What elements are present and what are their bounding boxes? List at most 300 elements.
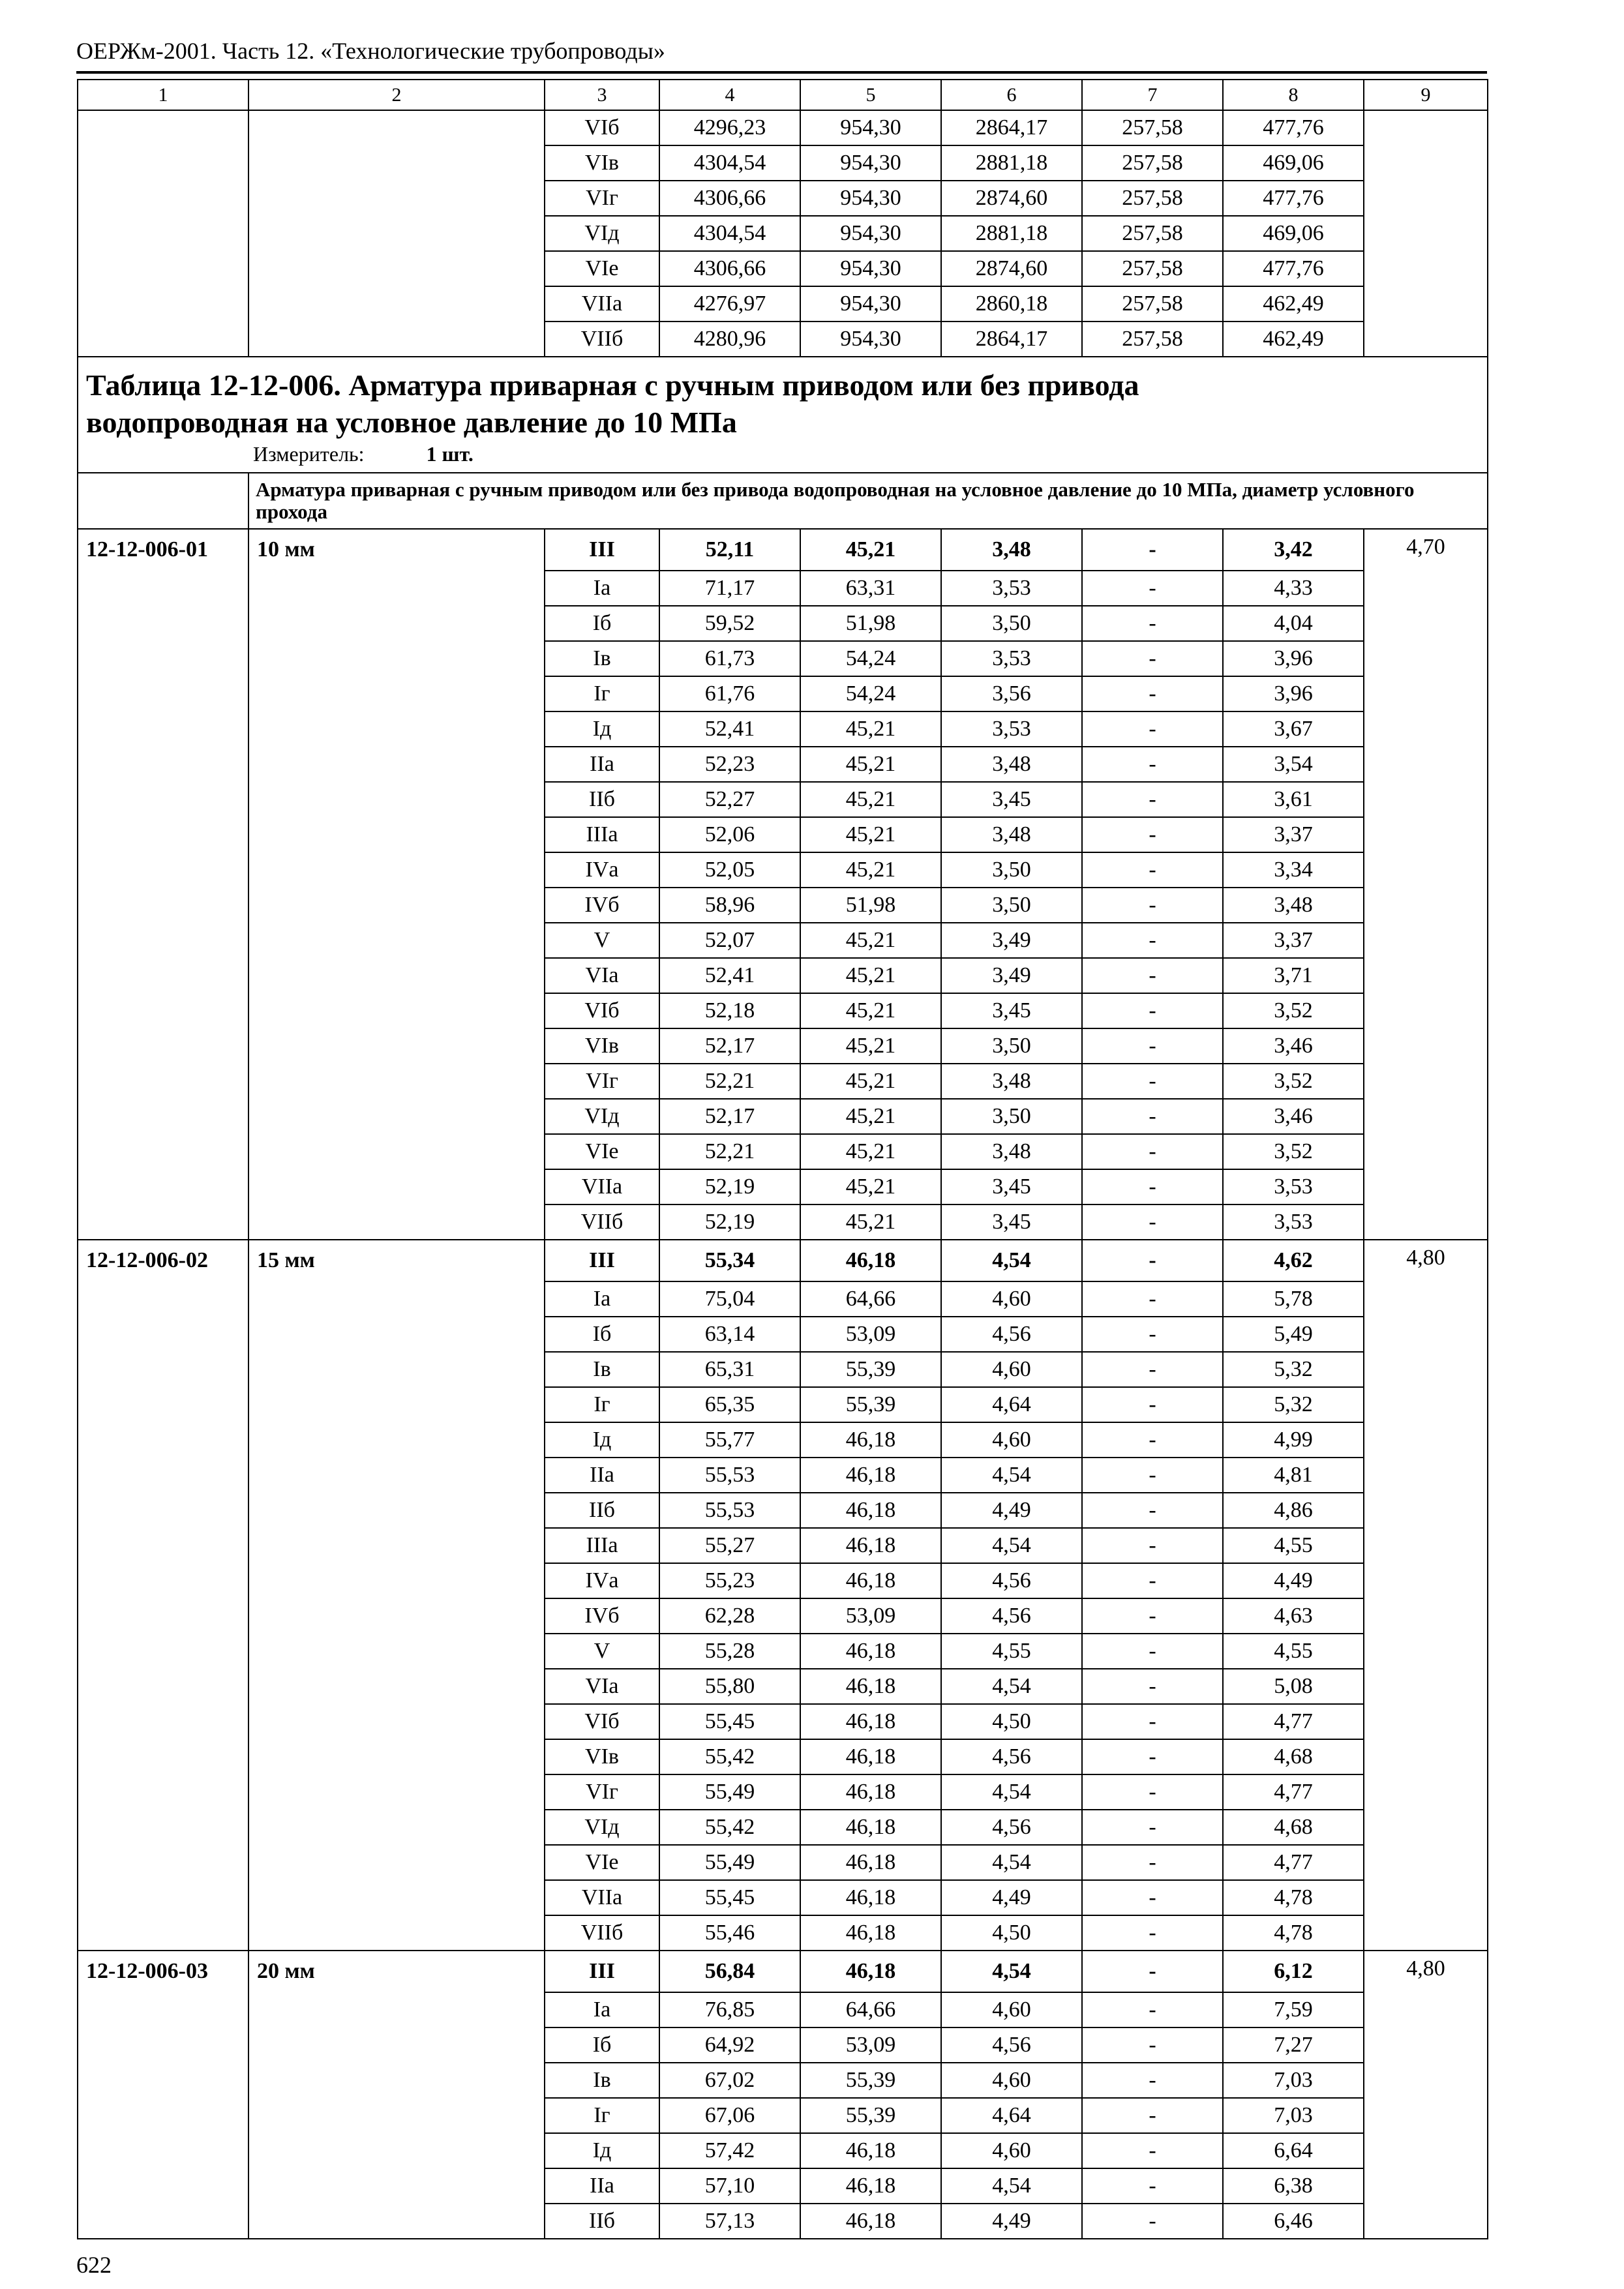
table-cell: IIIа [545,1528,659,1563]
col9-value [1364,782,1488,817]
table-cell: 52,06 [659,817,800,852]
table-cell: 3,48 [941,747,1082,782]
table-row [78,1739,1488,1774]
table-cell: 257,58 [1082,216,1223,251]
diameter-name [248,1528,545,1563]
col9-value [1364,1317,1488,1352]
table-row [78,2204,1488,2239]
table-cell: - [1082,2204,1223,2239]
table-cell: 257,58 [1082,322,1223,357]
table-cell: 45,21 [800,1134,941,1169]
table-cell: 3,45 [941,993,1082,1028]
table-cell: 4,60 [941,1281,1082,1317]
table-cell: 45,21 [800,923,941,958]
table-cell: 55,42 [659,1810,800,1845]
table-cell: 954,30 [800,145,941,181]
table-cell: - [1082,1598,1223,1634]
table-cell: 4,54 [941,1528,1082,1563]
table-cell: - [1082,1634,1223,1669]
table-cell: 46,18 [800,1880,941,1915]
table-cell: - [1082,1387,1223,1422]
table-cell: 51,98 [800,888,941,923]
table-cell: 4,63 [1223,1598,1364,1634]
table-cell: 3,45 [941,1169,1082,1204]
table-cell: 4,60 [941,1992,1082,2027]
table-cell: 46,18 [800,2133,941,2168]
unit-line [86,441,1487,467]
table-cell: 469,06 [1223,216,1364,251]
rate-code [78,1099,248,1134]
table-cell: 45,21 [800,1204,941,1240]
column-number: 5 [800,80,941,110]
table-cell: 3,48 [941,529,1082,571]
table-cell: 52,21 [659,1134,800,1169]
table-row [78,1281,1488,1317]
rate-code [78,1028,248,1064]
table-row [78,571,1488,606]
table-cell: 4,60 [941,2133,1082,2168]
table-cell: 4306,66 [659,181,800,216]
diameter-name [248,993,545,1028]
table-cell: VIг [545,1774,659,1810]
rate-code [78,676,248,711]
diameter-name [248,2098,545,2133]
table-cell: 46,18 [800,1951,941,1992]
table-cell: Iд [545,1422,659,1458]
diameter-name [248,1880,545,1915]
table-cell: 55,46 [659,1915,800,1951]
col9-value [1364,2063,1488,2098]
table-cell: VIб [545,1704,659,1739]
table-cell: 4,86 [1223,1493,1364,1528]
table-cell: - [1082,1774,1223,1810]
table-cell: VIд [545,216,659,251]
table-cell: 46,18 [800,1669,941,1704]
col9-value [1364,888,1488,923]
table-cell: 52,17 [659,1099,800,1134]
table-cell: 71,17 [659,571,800,606]
diameter-name [248,1281,545,1317]
table-cell: - [1082,817,1223,852]
table-cell: 7,27 [1223,2027,1364,2063]
rate-code [78,958,248,993]
rate-code [78,817,248,852]
diameter-name [248,958,545,993]
column-number: 6 [941,80,1082,110]
table-cell: 45,21 [800,817,941,852]
table-cell: 52,41 [659,711,800,747]
table-cell: 53,09 [800,2027,941,2063]
table-cell: - [1082,1880,1223,1915]
table-cell: 3,53 [1223,1204,1364,1240]
table-cell: VIе [545,1134,659,1169]
table-cell: 61,76 [659,676,800,711]
table-cell: 4,54 [941,1669,1082,1704]
table-cell: 46,18 [800,1458,941,1493]
rate-code [78,1352,248,1387]
table-cell: Iв [545,641,659,676]
continuation-name-cell [248,110,545,357]
rate-code [78,2133,248,2168]
col9-value [1364,817,1488,852]
col9-value [1364,1064,1488,1099]
table-cell: 4,56 [941,1739,1082,1774]
table-cell: 4,33 [1223,571,1364,606]
diameter-name [248,852,545,888]
col9-value [1364,2133,1488,2168]
table-cell: IIIа [545,817,659,852]
table-title-line: Таблица 12-12-006. Арматура приварная с ручным приводом или без привода [86,368,1139,402]
table-cell: 3,48 [941,817,1082,852]
table-cell: 52,11 [659,529,800,571]
table-cell: 4,50 [941,1704,1082,1739]
table-cell: - [1082,1028,1223,1064]
table-cell: 2881,18 [941,216,1082,251]
col9-value [1364,1134,1488,1169]
diameter-name [248,1458,545,1493]
table-cell: 2874,60 [941,251,1082,286]
subtitle-empty-cell [78,473,248,529]
rate-code [78,1563,248,1598]
table-cell: 55,49 [659,1774,800,1810]
table-cell: 2864,17 [941,110,1082,145]
column-number: 1 [78,80,248,110]
table-cell: 45,21 [800,1064,941,1099]
table-cell: VIб [545,993,659,1028]
table-row [78,2063,1488,2098]
table-cell: 46,18 [800,1563,941,1598]
col9-value [1364,852,1488,888]
table-cell: 46,18 [800,2204,941,2239]
table-cell: 4,64 [941,1387,1082,1422]
table-cell: 3,48 [941,1064,1082,1099]
table-row [78,1134,1488,1169]
table-cell: 4,78 [1223,1915,1364,1951]
table-cell: 65,35 [659,1387,800,1422]
table-cell: 4,56 [941,2027,1082,2063]
column-number: 7 [1082,80,1223,110]
col9-value [1364,747,1488,782]
table-cell: 51,98 [800,606,941,641]
diameter-name: 20 мм [248,1951,545,1992]
table-cell: 4,77 [1223,1704,1364,1739]
col9-value [1364,1458,1488,1493]
table-cell: 3,46 [1223,1028,1364,1064]
table-cell: Iв [545,2063,659,2098]
table-cell: IIб [545,2204,659,2239]
table-subtitle-row [78,473,1488,529]
continuation-code-cell [78,110,248,357]
table-cell: - [1082,1458,1223,1493]
col9-value [1364,571,1488,606]
table-cell: 4,55 [1223,1634,1364,1669]
diameter-name [248,1774,545,1810]
table-cell: 52,19 [659,1169,800,1204]
table-cell: 55,34 [659,1240,800,1281]
table-cell: 3,50 [941,1099,1082,1134]
diameter-name [248,1810,545,1845]
table-cell: IVа [545,852,659,888]
table-cell: 4,78 [1223,1880,1364,1915]
rate-code [78,1064,248,1099]
diameter-name [248,817,545,852]
table-cell: 46,18 [800,1739,941,1774]
table-cell: 64,66 [800,1992,941,2027]
rate-code [78,571,248,606]
diameter-name [248,1317,545,1352]
diameter-name [248,1387,545,1422]
table-cell: 4,77 [1223,1774,1364,1810]
diameter-name [248,1992,545,2027]
col9-value [1364,2027,1488,2063]
table-cell: 54,24 [800,641,941,676]
table-row [78,888,1488,923]
table-cell: VIа [545,958,659,993]
rate-code [78,1845,248,1880]
col9-value [1364,958,1488,993]
col9-value [1364,641,1488,676]
table-row [78,1099,1488,1134]
table-cell: 477,76 [1223,251,1364,286]
diameter-name: 15 мм [248,1240,545,1281]
rate-code [78,2204,248,2239]
table-cell: 55,39 [800,1387,941,1422]
table-row [78,1352,1488,1387]
diameter-name [248,1739,545,1774]
table-cell: 3,96 [1223,676,1364,711]
table-cell: 3,50 [941,888,1082,923]
table-cell: 45,21 [800,852,941,888]
table-row [78,711,1488,747]
table-row [78,1563,1488,1598]
rate-code [78,923,248,958]
table-row [78,1880,1488,1915]
col9-value [1364,1528,1488,1563]
col9-value [1364,676,1488,711]
table-cell: 3,45 [941,782,1082,817]
rate-code [78,782,248,817]
table-cell: - [1082,923,1223,958]
rate-code [78,1634,248,1669]
table-cell: 4,55 [941,1634,1082,1669]
rate-code [78,2168,248,2204]
table-cell: Iб [545,1317,659,1352]
rate-code [78,1598,248,1634]
diameter-name [248,676,545,711]
table-cell: IIб [545,782,659,817]
table-cell: 45,21 [800,782,941,817]
table-cell: 55,28 [659,1634,800,1669]
continuation-row [78,110,1488,145]
table-cell: 3,45 [941,1204,1082,1240]
table-cell: VIе [545,251,659,286]
diameter-name [248,1634,545,1669]
table-cell: 3,71 [1223,958,1364,993]
table-cell: 63,31 [800,571,941,606]
table-cell: 954,30 [800,322,941,357]
table-cell: III [545,1951,659,1992]
col9-value [1364,1704,1488,1739]
table-cell: - [1082,1240,1223,1281]
table-cell: 3,54 [1223,747,1364,782]
table-row [78,2098,1488,2133]
column-number: 4 [659,80,800,110]
table-cell: 45,21 [800,1169,941,1204]
rate-code [78,2063,248,2098]
table-cell: 55,42 [659,1739,800,1774]
table-cell: 257,58 [1082,110,1223,145]
table-cell: - [1082,1422,1223,1458]
table-cell: 57,42 [659,2133,800,2168]
diameter-name [248,923,545,958]
table-cell: 52,07 [659,923,800,958]
diameter-name [248,1134,545,1169]
table-cell: 4,54 [941,1845,1082,1880]
table-cell: 3,50 [941,606,1082,641]
diameter-name [248,747,545,782]
table-cell: Iд [545,711,659,747]
table-cell: 62,28 [659,1598,800,1634]
diameter-name [248,782,545,817]
table-cell: 61,73 [659,641,800,676]
table-cell: 54,24 [800,676,941,711]
rate-code [78,993,248,1028]
table-cell: IIб [545,1493,659,1528]
table-cell: 46,18 [800,1422,941,1458]
diameter-name [248,1169,545,1204]
diameter-name [248,1845,545,1880]
rate-code [78,1281,248,1317]
table-cell: 75,04 [659,1281,800,1317]
table-cell: 5,32 [1223,1352,1364,1387]
table-cell: - [1082,571,1223,606]
table-cell: 6,12 [1223,1951,1364,1992]
rate-code [78,1528,248,1563]
table-cell: - [1082,2168,1223,2204]
table-cell: 58,96 [659,888,800,923]
table-row [78,958,1488,993]
table-cell: - [1082,529,1223,571]
col9-value: 4,70 [1364,529,1488,571]
table-cell: 4,56 [941,1598,1082,1634]
table-cell: 3,52 [1223,1134,1364,1169]
table-cell: 954,30 [800,110,941,145]
table-cell: 4,04 [1223,606,1364,641]
table-cell: 2860,18 [941,286,1082,322]
table-cell: 3,37 [1223,923,1364,958]
table-cell: 55,23 [659,1563,800,1598]
col9-value: 4,80 [1364,1951,1488,1992]
col9-value [1364,1422,1488,1458]
table-cell: 67,06 [659,2098,800,2133]
table-cell: 3,53 [941,711,1082,747]
col9-value [1364,1598,1488,1634]
table-cell: 4304,54 [659,216,800,251]
table-cell: 45,21 [800,958,941,993]
table-title-line: водопроводная на условное давление до 10 МПа [86,406,737,439]
col9-value [1364,1204,1488,1240]
table-cell: 46,18 [800,1240,941,1281]
table-cell: 5,78 [1223,1281,1364,1317]
table-cell: 4,56 [941,1317,1082,1352]
table-cell: - [1082,747,1223,782]
table-cell: - [1082,888,1223,923]
rate-code [78,1169,248,1204]
table-cell: 45,21 [800,1099,941,1134]
table-row [78,1845,1488,1880]
table-cell: Iг [545,676,659,711]
table-cell: 4,49 [1223,1563,1364,1598]
table-cell: - [1082,1669,1223,1704]
table-cell: - [1082,1281,1223,1317]
table-cell: 3,53 [941,571,1082,606]
table-cell: - [1082,1951,1223,1992]
table-cell: - [1082,1704,1223,1739]
table-cell: 3,50 [941,852,1082,888]
table-row [78,1992,1488,2027]
table-cell: 3,42 [1223,529,1364,571]
diameter-name [248,2204,545,2239]
table-cell: 3,50 [941,1028,1082,1064]
table-cell: 477,76 [1223,110,1364,145]
rate-code [78,1669,248,1704]
table-cell: 4,60 [941,2063,1082,2098]
table-cell: 45,21 [800,1028,941,1064]
table-cell: Iа [545,1992,659,2027]
unit-value: 1 шт. [426,442,474,466]
table-cell: 55,53 [659,1493,800,1528]
table-cell: 45,21 [800,529,941,571]
table-cell: - [1082,2027,1223,2063]
col9-value [1364,1387,1488,1422]
table-cell: 55,49 [659,1845,800,1880]
rate-code [78,747,248,782]
table-cell: 55,39 [800,2063,941,2098]
col9-value [1364,1028,1488,1064]
table-cell: 59,52 [659,606,800,641]
table-title-row [78,357,1488,473]
table-cell: 55,77 [659,1422,800,1458]
table-cell: - [1082,606,1223,641]
table-row [78,676,1488,711]
table-cell: 954,30 [800,181,941,216]
rate-code [78,1739,248,1774]
table-cell: - [1082,1099,1223,1134]
diameter-name [248,2168,545,2204]
table-cell: V [545,1634,659,1669]
diameter-name [248,1099,545,1134]
column-number-row [78,80,1488,110]
table-cell: - [1082,1563,1223,1598]
col9-value [1364,1281,1488,1317]
diameter-name [248,1704,545,1739]
unit-label: Измеритель: [253,442,365,466]
table-cell: 257,58 [1082,251,1223,286]
rate-code: 12-12-006-02 [78,1240,248,1281]
table-cell: - [1082,782,1223,817]
table-cell: 53,09 [800,1317,941,1352]
diameter-name [248,606,545,641]
rate-code [78,1422,248,1458]
table-row [78,1704,1488,1739]
col9-value [1364,606,1488,641]
col9-value [1364,2098,1488,2133]
table-cell: 67,02 [659,2063,800,2098]
rate-code [78,606,248,641]
table-row [78,1064,1488,1099]
table-cell: - [1082,852,1223,888]
table-row [78,817,1488,852]
